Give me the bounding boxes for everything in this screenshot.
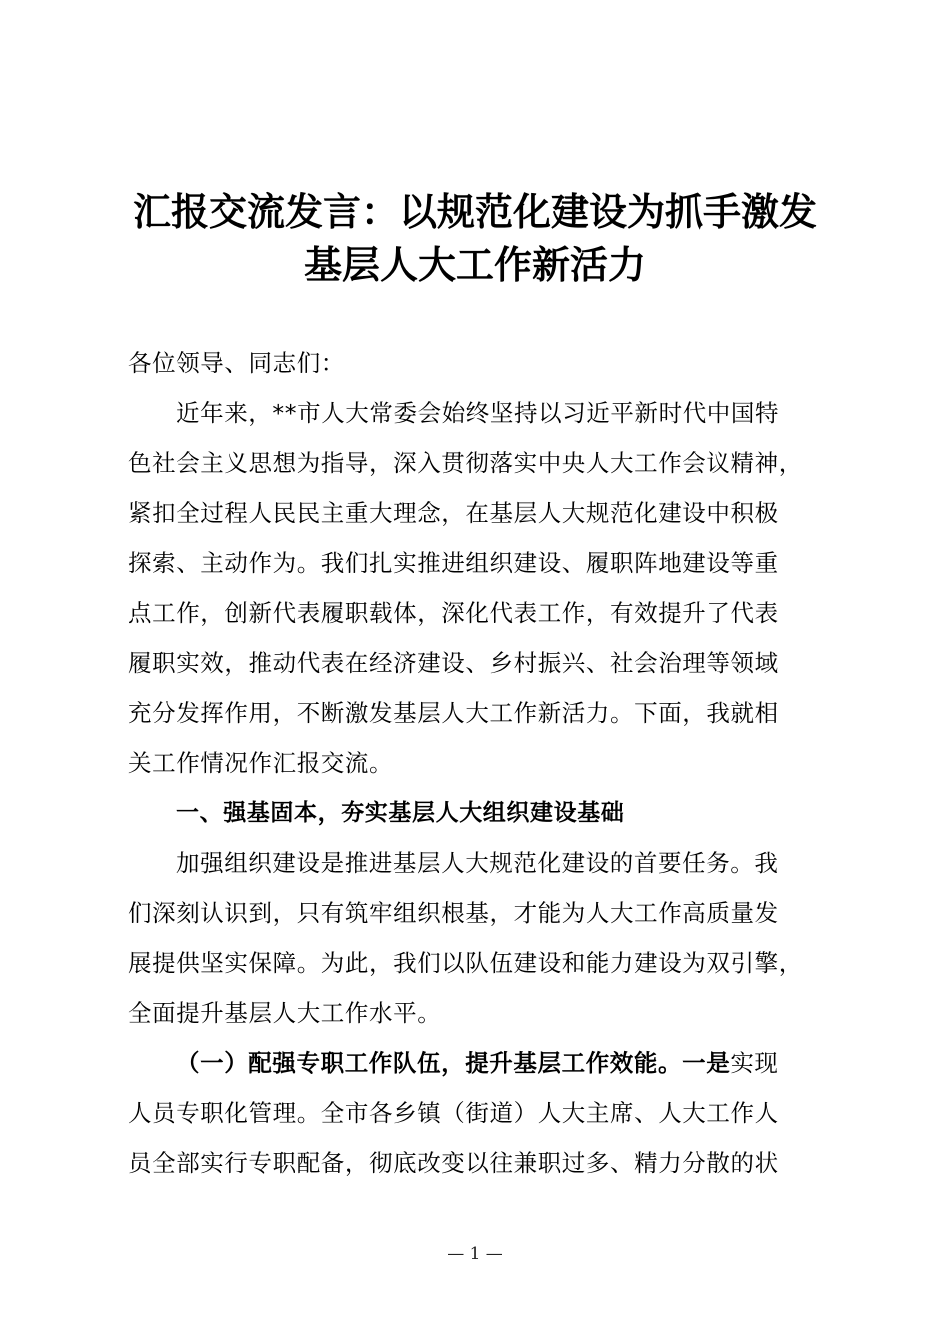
page-number: — 1 — [447,1244,503,1264]
document-body [128,338,828,1188]
document-title-line-2: 基层人大工作新活力 [303,242,646,287]
paragraph-3-line-1: 人员专职化管理。全市各乡镇（街道）人大主席、人大工作人 [128,1099,779,1127]
paragraph-1-line-5: 点工作，创新代表履职载体，深化代表工作，有效提升了代表 [128,599,779,627]
paragraph-1-line-3: 紧扣全过程人民民主重大理念，在基层人大规范化建设中积极 [128,499,779,527]
paragraph-1-line-1: 近年来，**市人大常委会始终坚持以习近平新时代中国特 [176,399,780,427]
paragraph-1-line-6: 履职实效，推动代表在经济建设、乡村振兴、社会治理等领域 [128,649,779,677]
paragraph-1-line-8: 关工作情况作汇报交流。 [128,749,394,777]
subheading-1: （一）配强专职工作队伍，提升基层工作效能。 [176,1049,683,1077]
paragraph-1-line-4: 探索、主动作为。我们扎实推进组织建设、履职阵地建设等重 [128,549,779,577]
paragraph-2-line-2: 们深刻认识到，只有筑牢组织根基，才能为人大工作高质量发 [128,899,779,927]
paragraph-2-line-3: 展提供坚实保障。为此，我们以队伍建设和能力建设为双引擎， [128,949,803,977]
paragraph-1-line-7: 充分发挥作用，不断激发基层人大工作新活力。下面，我就相 [128,699,779,727]
paragraph-2-line-1: 加强组织建设是推进基层人大规范化建设的首要任务。我 [176,849,779,877]
paragraph-1-line-2: 色社会主义思想为指导，深入贯彻落实中央人大工作会议精神， [128,449,803,477]
paragraph-3-line-2: 员全部实行专职配备，彻底改变以往兼职过多、精力分散的状 [128,1149,779,1177]
section-heading-1: 一、强基固本，夯实基层人大组织建设基础 [176,800,625,826]
paragraph-2-line-4: 全面提升基层人大工作水平。 [128,999,442,1027]
salutation: 各位领导、同志们： [128,349,345,377]
subheading-1-rest: 实现 [730,1049,779,1077]
subheading-1-line [128,1038,828,1088]
document-title-line-1: 汇报交流发言：以规范化建设为抓手激发 [132,189,817,234]
subheading-1-marker: 一是 [682,1049,731,1077]
